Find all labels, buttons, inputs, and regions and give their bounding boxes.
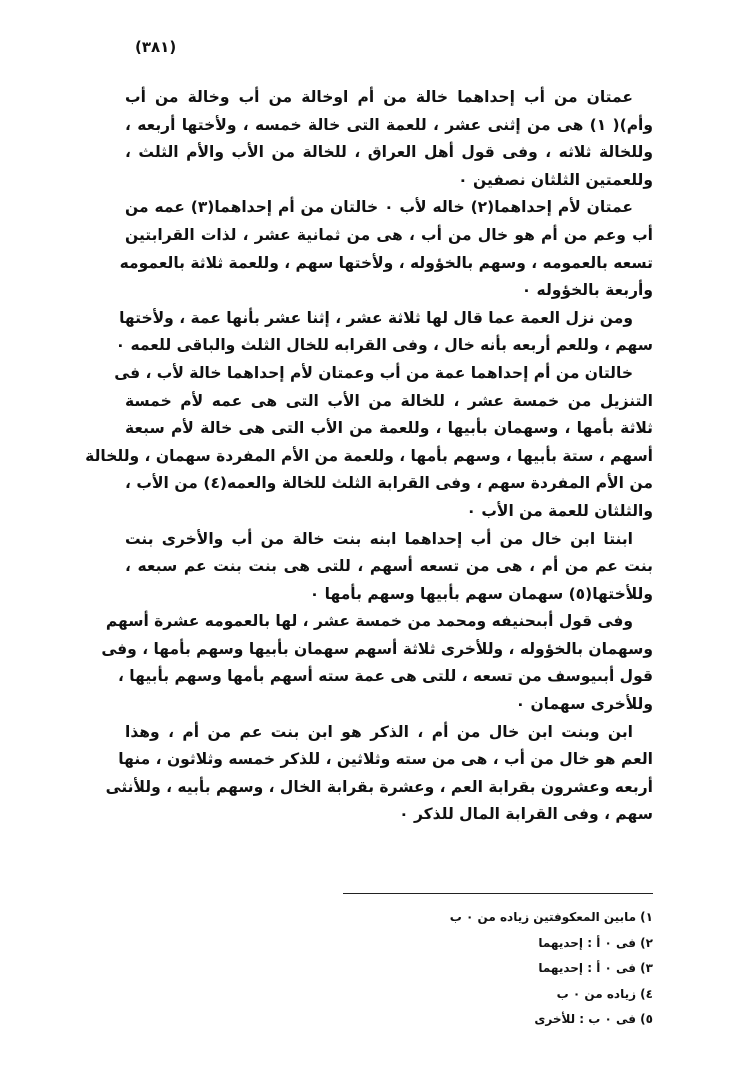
text-line: ومن نزل العمة عما قال لها ثلاثة عشر ، إثنا عشر بأنها عمة ، ولأختها: [119, 308, 633, 327]
text-line: ثلاثة بأمها ، وسهمان بأبيها ، وللعمة من الأب التى هى خالة لأم سبعة: [125, 419, 653, 438]
text-line: بنت عم من أم ، هى من تسعه أسهم ، للتى هى بنت بنت عم سبعه ،: [125, 557, 653, 576]
text-line: وأم)( ١) هى من إثنى عشر ، للعمة التى خالة خمسه ، ولأختها أربعه ،: [125, 115, 653, 134]
text-line: وسهمان بالخؤوله ، وللأخرى ثلاثة أسهم سهمان بأبيها وسهم بأمها ، وفى: [101, 639, 653, 658]
footnotes: [333, 905, 653, 1033]
text-line: وللأخرى سهمان ٠: [515, 695, 653, 714]
text-line: والثلثان للعمة من الأب ٠: [466, 501, 653, 520]
text-line: سهم ، وللعم أربعه بأنه خال ، وفى القرابه للخال الثلث والباقى للعمه ٠: [115, 336, 653, 355]
text-line: العم هو خال من أب ، هى من سته وثلاثين ، للذكر خمسه وثلاثون ، منها: [118, 750, 653, 769]
text-line: تسعه بالعمومه ، وسهم بالخؤوله ، ولأختها سهم ، وللعمة ثلاثة بالعمومه: [119, 253, 653, 272]
text-line: التنزيل من خمسة عشر ، للخالة من الأب التى هى عمه لأم خمسة: [125, 391, 653, 410]
footnote: ٥) فى ٠ ب : للأخرى: [534, 1012, 653, 1026]
paragraph: [115, 305, 653, 360]
text-line: وللخالة ثلاثه ، وفى قول أهل العراق ، للخالة من الأب والأم الثلث ،: [125, 143, 653, 162]
page-number: (٣٨١): [135, 38, 177, 56]
text-line: عمتان من أب إحداهما خالة من أم اوخالة من أب وخالة من أب: [125, 88, 633, 106]
text-line: أب وعم من أم هو خال من أب ، هى من ثمانية عشر ، لذات القرابتين: [125, 225, 653, 244]
text-line: من الأم المفردة سهم ، وفى القرابة الثلث للخالة والعمه(٤) من الأب ،: [125, 474, 653, 493]
paragraph: [125, 526, 653, 609]
text-line: وفى قول أبىحنيفه ومحمد من خمسة عشر ، لها بالعمومه عشرة أسهم: [105, 612, 633, 631]
text-line: وللعمتين الثلثان نصفين ٠: [458, 170, 653, 189]
text-line: سهم ، وفى القرابة المال للذكر ٠: [399, 805, 653, 824]
text-line: وأربعة بالخؤوله ٠: [521, 281, 653, 300]
paragraph: [125, 84, 653, 194]
text-line: قول أبىيوسف من تسعه ، للتى هى عمة سته أسهم بأمها وسهم بأبيها ،: [117, 667, 653, 686]
footnote: ١) مابين المعكوفتين زياده من ٠ ب: [449, 910, 653, 924]
text-line: وللأختها(٥) سهمان سهم بأبيها وسهم بأمها ٠: [309, 584, 653, 603]
text-line: أسهم ، ستة بأبيها ، وسهم بأمها ، وللعمة من الأم المفردة سهمان ، وللخالة: [85, 446, 653, 465]
paragraph: [85, 360, 653, 526]
text-line: ابن وبنت ابن خال من أم ، الذكر هو ابن بنت عم من أم ، وهذا: [125, 722, 633, 741]
paragraph: [119, 194, 653, 304]
footnote: ٤) زياده من ٠ ب: [556, 986, 653, 1001]
footnote: ٢) فى ٠ أ : إحديهما: [538, 935, 653, 950]
text-line: خالتان من أم إحداهما عمة من أب وعمتان لأم إحداهما خالة لأب ، فى: [114, 363, 633, 382]
paragraph: [105, 719, 653, 829]
footnote-separator: [343, 893, 653, 894]
text-line: ابنتا ابن خال من أب إحداهما ابنه بنت خالة من أب والأخرى بنت: [125, 529, 633, 548]
text-line: أربعه وعشرون بقرابة العم ، وعشرة بقرابة الخال ، وسهم بأبيه ، وللأنثى: [105, 777, 653, 796]
text-line: عمتان لأم إحداهما(٢) خاله لأب ٠ خالتان من أم إحداهما(٣) عمه من: [125, 198, 633, 217]
paragraph: [101, 608, 653, 718]
footnote: ٣) فى ٠ أ : إحديهما: [538, 961, 653, 975]
body-text: [85, 84, 653, 829]
